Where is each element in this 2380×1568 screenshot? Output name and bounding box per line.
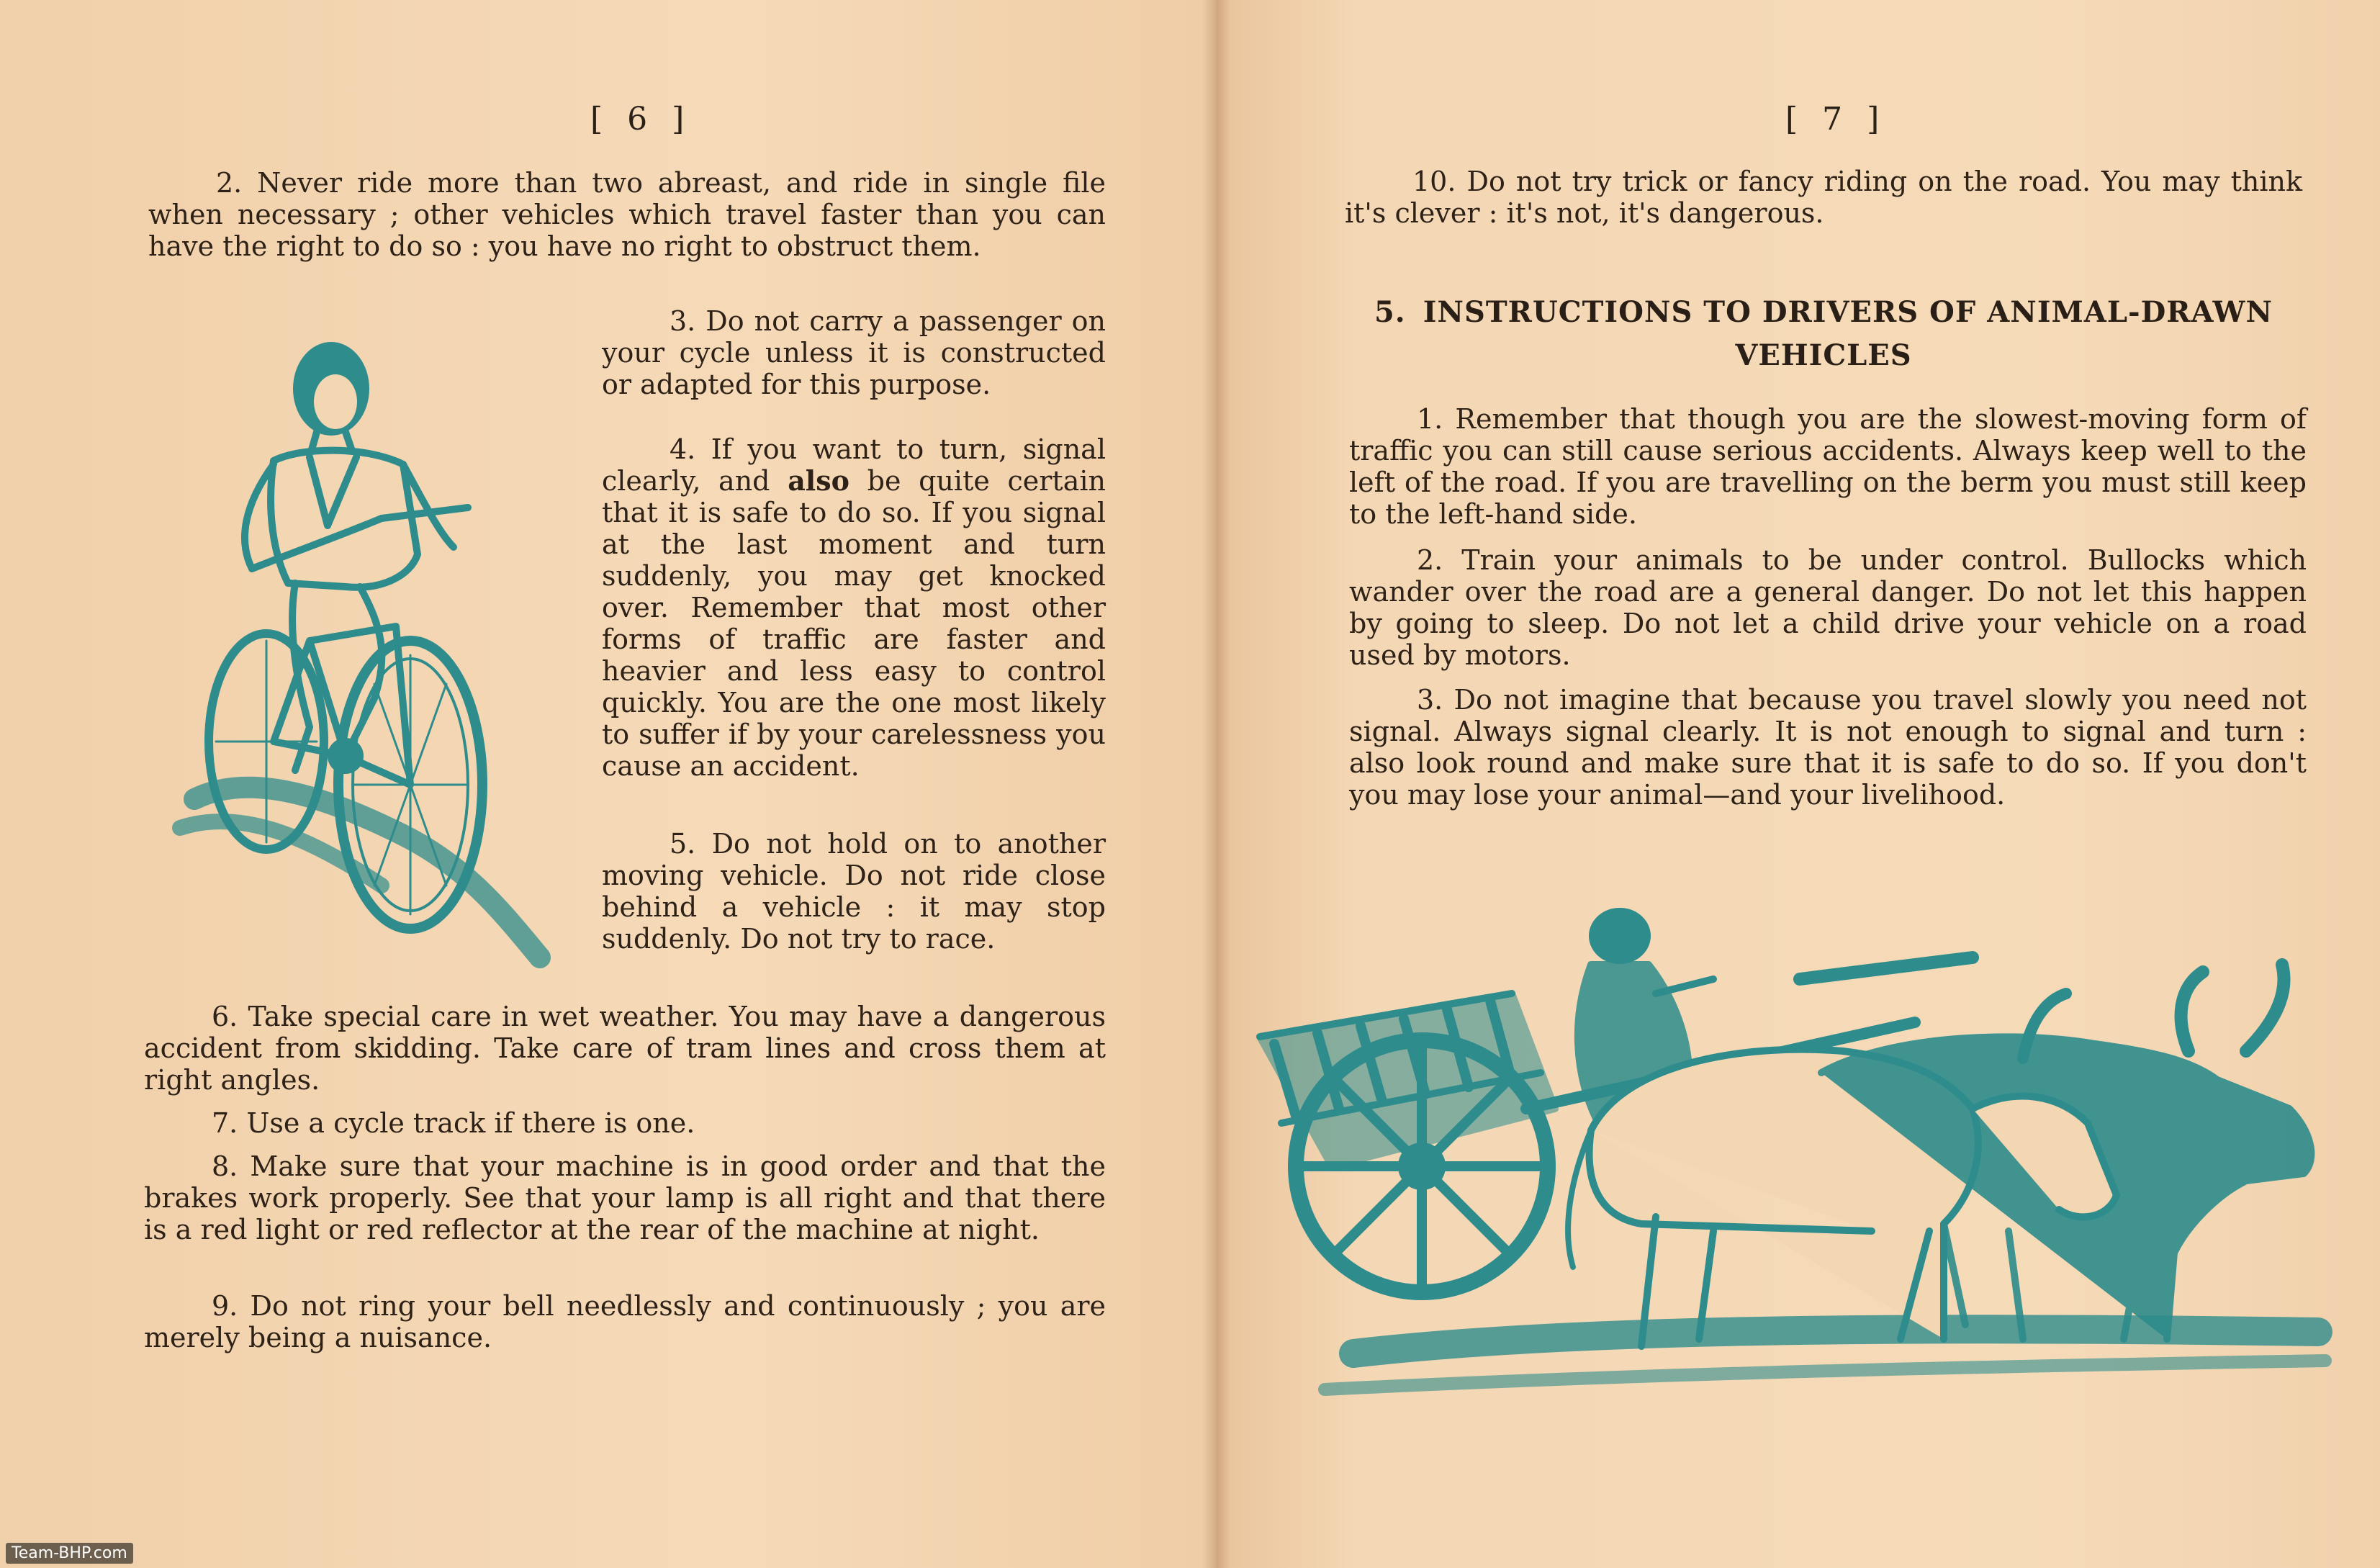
rule-4 <box>602 433 1106 782</box>
rule-8: 8. Make sure that your machine is in good order and that the brakes work properly. See that your lamp is all right and that there is a red light or red reflector at the rear of the machine at night. <box>144 1150 1106 1245</box>
rule-3: 3. Do not carry a passenger on your cycle unless it is constructed or adapted for this purpose. <box>602 305 1106 400</box>
section-title: INSTRUCTIONS TO DRIVERS OF ANIMAL-DRAWN VEHICLES <box>1423 295 2273 372</box>
section-rule-1: 1. Remember that though you are the slowest-moving form of traffic you can still cause serious accidents. Always keep well to the left of the road. If you are travelling on the berm you must still keep to the left-hand side. <box>1349 403 2307 530</box>
rule-9: 9. Do not ring your bell needlessly and continuously ; you are merely being a nuisance. <box>144 1290 1106 1353</box>
rule-2: 2. Never ride more than two abreast, and ride in single file when necessary ; other vehicles which travel faster than you can have the right to do so : you have no right to obstruct them. <box>148 167 1106 262</box>
page-number-left: [ 6 ] <box>590 101 692 138</box>
rule-4-part-a: 4. If you want to turn, signal clearly, and <box>602 433 1106 497</box>
rule-6: 6. Take special care in wet weather. You may have a dangerous accident from skidding. Take care of tram lines and cross them at right angles. <box>144 1001 1106 1096</box>
rule-4-part-b: be quite certain that it is safe to do so. If you signal at the last moment and turn suddenly, you may get knocked over. Remember that most other forms of traffic are faster and heavier and less easy to control quickly. You are the one most likely to suffer if by your carelessness you cause an accident. <box>602 465 1106 782</box>
bullock-cart-illustration <box>1253 893 2332 1411</box>
cyclist-illustration <box>166 338 569 986</box>
rule-7: 7. Use a cycle track if there is one. <box>212 1107 695 1139</box>
rule-5: 5. Do not hold on to another moving vehicle. Do not ride close behind a vehicle : it may stop suddenly. Do not try to race. <box>602 828 1106 955</box>
rule-4-emphasis: also <box>788 464 849 497</box>
page-number-right: [ 7 ] <box>1785 101 1887 138</box>
section-number: 5. <box>1374 295 1406 329</box>
section-rule-3: 3. Do not imagine that because you travel slowly you need not signal. Always signal clearly. It is not enough to signal and turn : also look round and make sure that it is safe to do so. If you don't you may lose your animal—and your livelihood. <box>1349 684 2307 811</box>
rule-10: 10. Do not try trick or fancy riding on the road. You may think it's clever : it's not, it's dangerous. <box>1345 166 2302 229</box>
book-spine <box>1202 0 1231 1568</box>
watermark: Team-BHP.com <box>6 1543 133 1564</box>
section-rule-2: 2. Train your animals to be under control. Bullocks which wander over the road are a general danger. Do not let this happen by going to sleep. Do not let a child drive your vehicle on a road used by motors. <box>1349 544 2307 671</box>
section-heading <box>1345 291 2302 377</box>
